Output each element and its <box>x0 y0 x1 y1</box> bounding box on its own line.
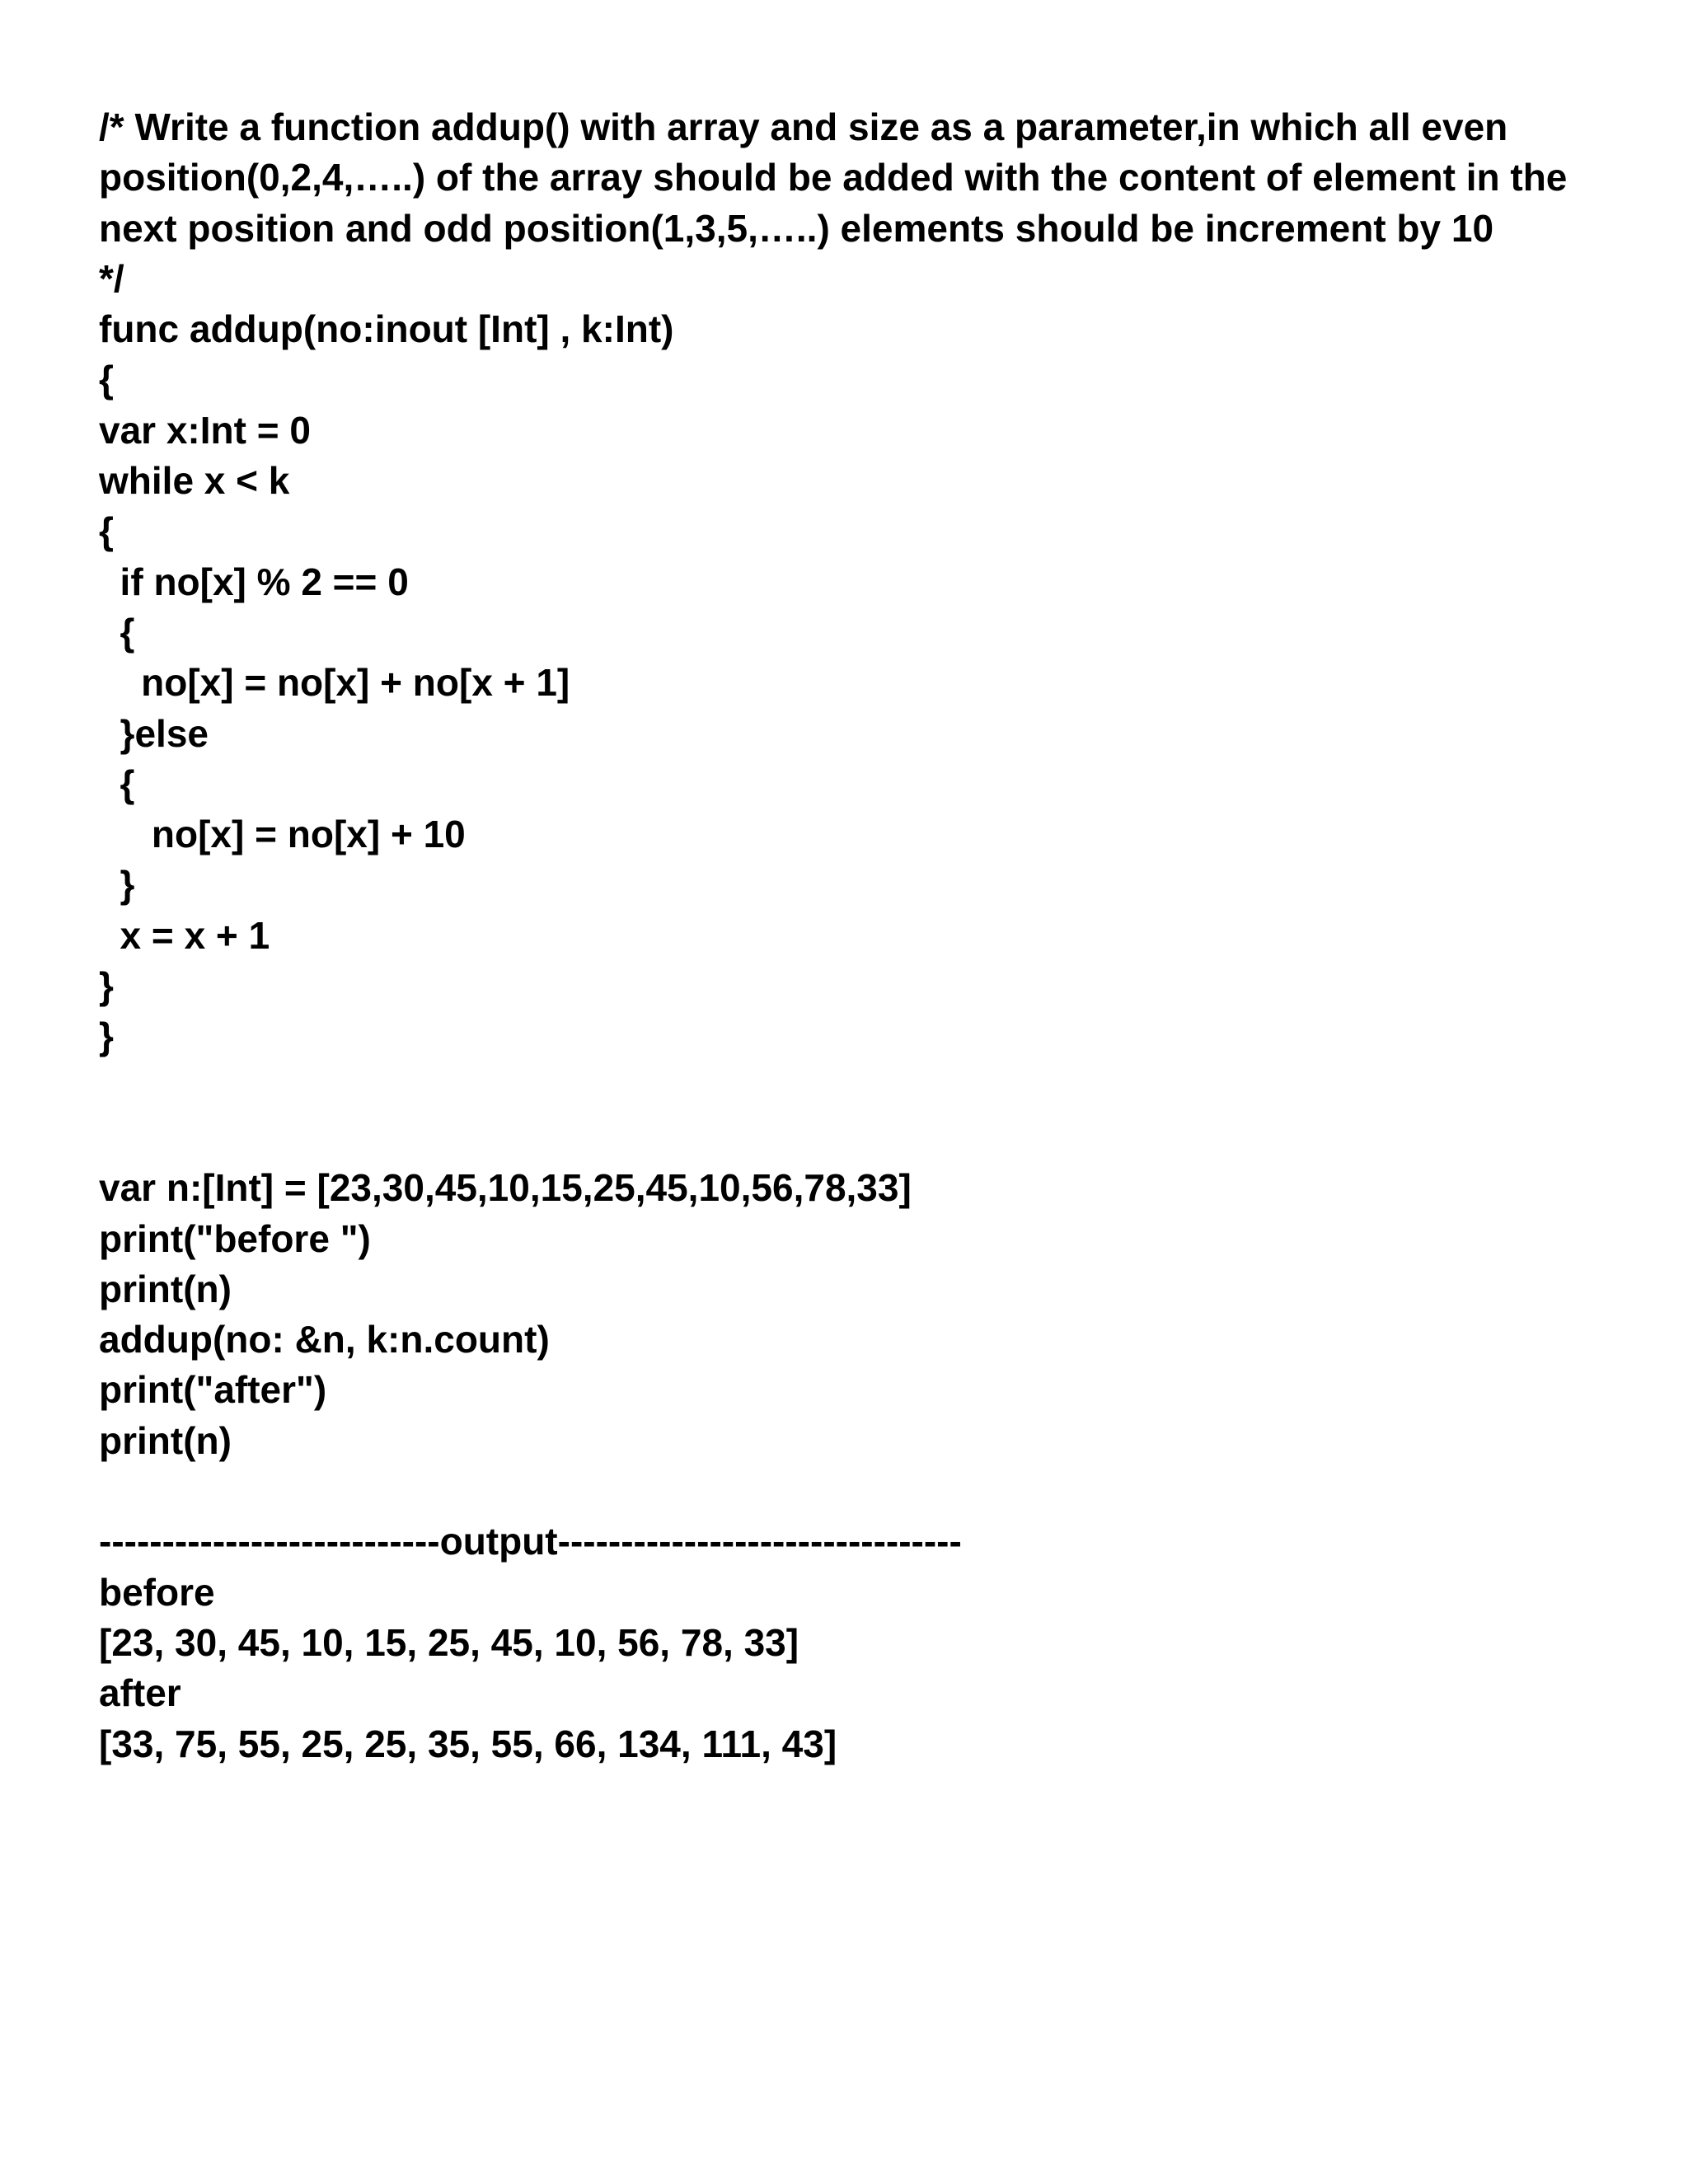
code-line: }else <box>99 711 209 755</box>
code-line: { <box>99 358 114 401</box>
blank-line <box>99 1113 1632 1163</box>
code-line: addup(no: &n, k:n.count) <box>99 1318 550 1361</box>
code-line: print(n) <box>99 1418 232 1462</box>
code-line: } <box>99 1015 114 1058</box>
code-line: no[x] = no[x] + no[x + 1] <box>99 661 570 705</box>
code-line: print(n) <box>99 1267 232 1310</box>
code-line: no[x] = no[x] + 10 <box>99 813 466 856</box>
output-divider: ---------------------------output-------------------------------- <box>99 1520 962 1563</box>
comment-close: */ <box>99 256 124 300</box>
code-line: while x < k <box>99 459 290 503</box>
output-line: after <box>99 1671 181 1715</box>
code-line: print("before ") <box>99 1216 371 1260</box>
output-line: [33, 75, 55, 25, 25, 35, 55, 66, 134, 111, 43] <box>99 1722 837 1765</box>
code-line: { <box>99 509 114 553</box>
code-listing <box>99 102 1632 1769</box>
function-signature: func addup(no:inout [Int] , k:Int) <box>99 307 674 351</box>
code-line: } <box>99 863 135 907</box>
code-line: } <box>99 964 114 1008</box>
blank-line <box>99 1466 1632 1516</box>
comment-block-text: /* Write a function addup() with array and size as a parameter,in which all even position(0,2,4,…..) of the array should be added with the content of element in the next position and odd position(1,3,5,…..) elements should be increment by 10 <box>99 105 1568 250</box>
code-line: { <box>99 762 135 805</box>
blank-line <box>99 1062 1632 1113</box>
code-line: var x:Int = 0 <box>99 408 311 452</box>
code-line: { <box>99 610 135 654</box>
code-line: if no[x] % 2 == 0 <box>99 560 409 603</box>
code-line: var n:[Int] = [23,30,45,10,15,25,45,10,56,78,33] <box>99 1166 912 1210</box>
output-line: [23, 30, 45, 10, 15, 25, 45, 10, 56, 78, 33] <box>99 1620 799 1664</box>
output-line: before <box>99 1570 215 1614</box>
code-line: print("after") <box>99 1368 327 1412</box>
code-line: x = x + 1 <box>99 913 270 957</box>
